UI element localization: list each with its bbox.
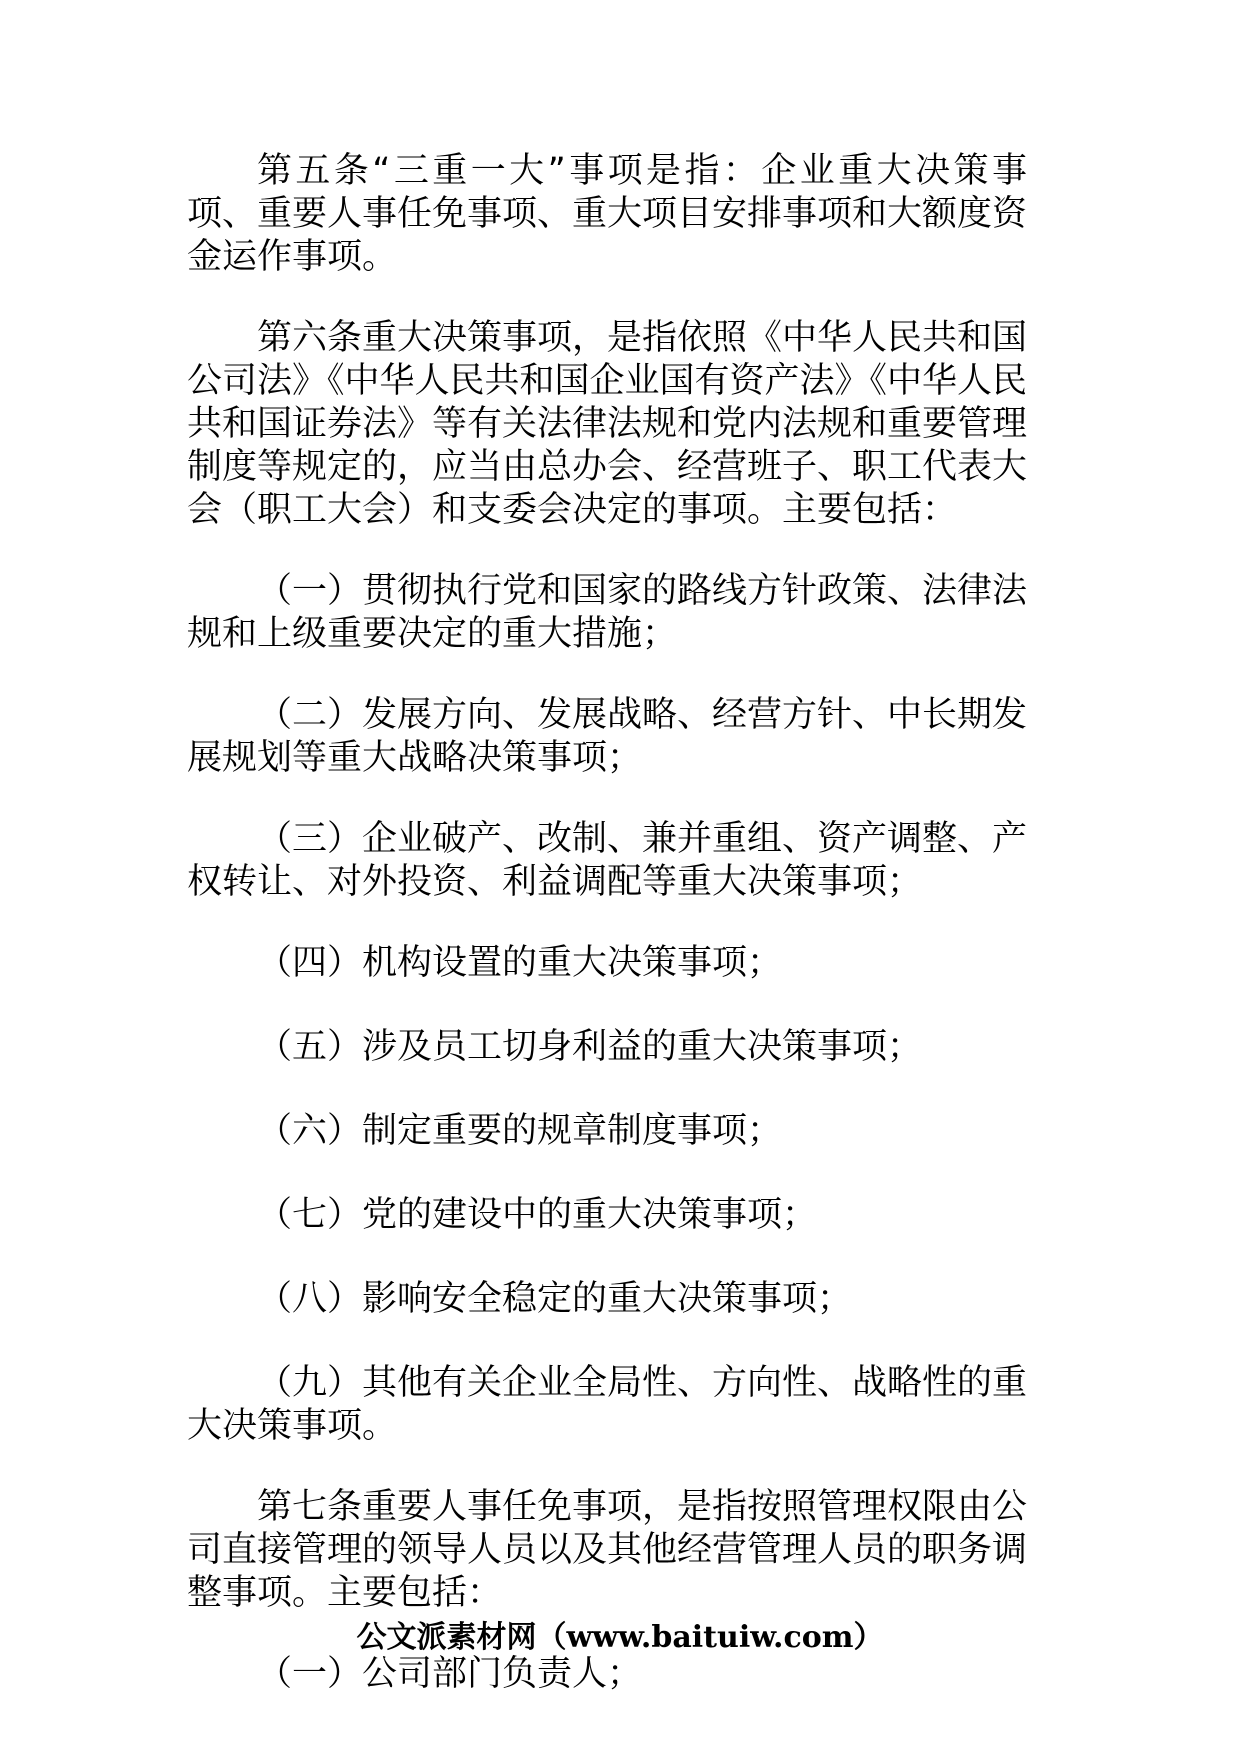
article-6-item-9: （九）其他有关企业全局性、方向性、战略性的重大决策事项。 [187,1363,1028,1446]
article-6-item-4: （四）机构设置的重大决策事项； [257,943,783,983]
article-6-item-6: （六）制定重要的规章制度事项； [257,1111,783,1151]
article-6-item-5: （五）涉及员工切身利益的重大决策事项； [257,1027,923,1067]
article-6-item-1: （一）贯彻执行党和国家的路线方针政策、法律法规和上级重要决定的重大措施； [187,571,1028,654]
article-6-item-8: （八）影响安全稳定的重大决策事项； [257,1279,853,1319]
article-6-paragraph: 第六条重大决策事项，是指依照《中华人民共和国公司法》《中华人民共和国企业国有资产法》《中华人民共和国证券法》等有关法律法规和党内法规和重要管理制度等规定的，应当由总办会、经营班子、职工代表大会（职工大会）和支委会决定的事项。主要包括： [187,318,1028,530]
document-body [187,150,1027,1696]
footer-source-text: 公文派素材网（www.baituiw.com） [356,1620,884,1655]
article-6-item-3: （三）企业破产、改制、兼并重组、资产调整、产权转让、对外投资、利益调配等重大决策事项； [187,819,1028,902]
article-7-item-1: （一）公司部门负责人； [257,1654,643,1694]
article-7-paragraph: 第七条重要人事任免事项，是指按照管理权限由公司直接管理的领导人员以及其他经营管理人员的职务调整事项。主要包括： [187,1487,1028,1613]
article-6-item-7: （七）党的建设中的重大决策事项； [257,1195,818,1235]
article-5-paragraph: 第五条“三重一大”事项是指：企业重大决策事项、重要人事任免事项、重大项目安排事项和大额度资金运作事项。 [187,151,1028,277]
article-6-item-2: （二）发展方向、发展战略、经营方针、中长期发展规划等重大战略决策事项； [187,695,1028,778]
